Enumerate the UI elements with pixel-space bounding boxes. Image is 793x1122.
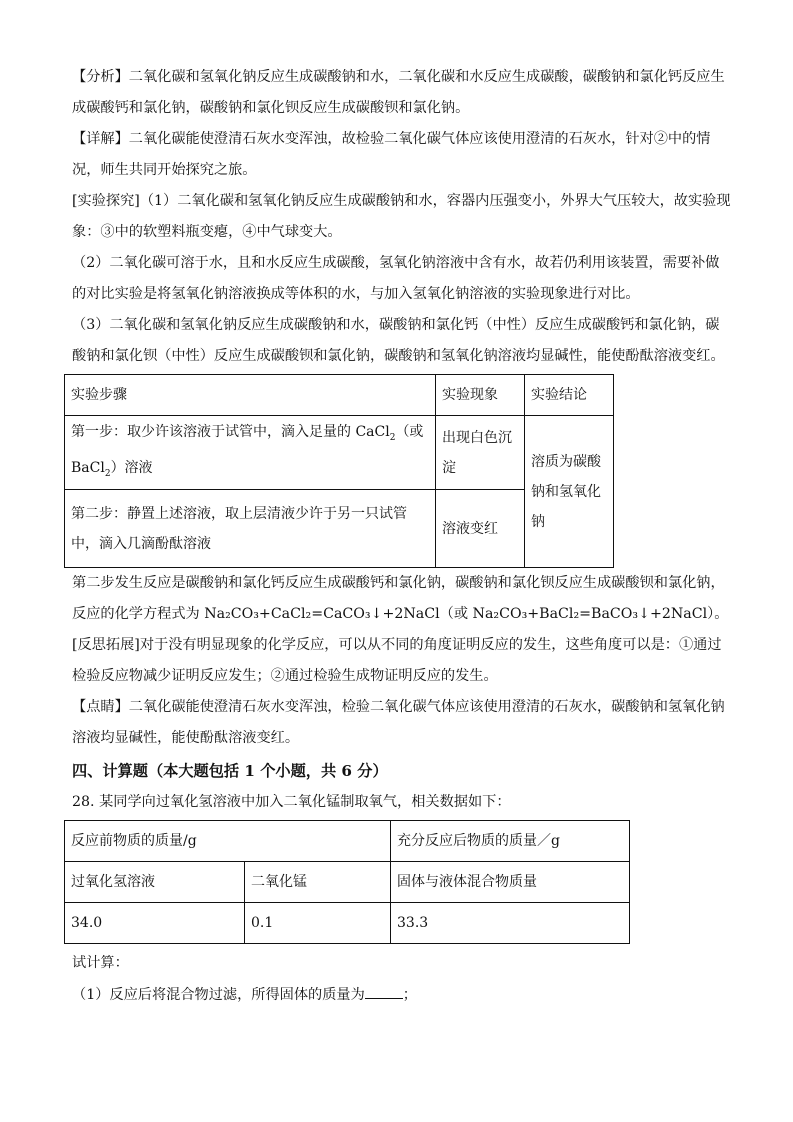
detail-paragraph xyxy=(72,124,732,186)
detail-label: 【详解】 xyxy=(72,131,129,147)
answer-blank[interactable] xyxy=(365,984,403,999)
section-heading: 四、计算题（本大题包括 1 个小题，共 6 分） xyxy=(72,762,388,780)
table-conclusion: 溶质为碳酸钠和氢氧化钠 xyxy=(525,416,614,568)
table-row-1-step: 第一步：取少许该溶液于试管中，滴入足量的 CaCl$_2$（或 BaCl$_2$）溶液 xyxy=(65,416,436,490)
table-row-2-phenomenon: 溶液变红 xyxy=(436,490,525,568)
reaction-equation: 反应的化学方程式为 Na₂CO₃+CaCl₂=CaCO₃↓+2NaCl（或 Na₂CO₃+BaCl₂=BaCO₃↓+2NaCl）。 xyxy=(72,606,729,622)
data-table-col-3: 固体与液体混合物质量 xyxy=(391,862,630,903)
reaction-paragraph xyxy=(72,568,732,630)
reaction-text-1: 第二步发生反应是碳酸钠和氯化钙反应生成碳酸钙和氯化钠，碳酸钠和氯化钡反应生成碳酸钡和氯化钠， xyxy=(72,575,725,591)
data-table xyxy=(64,820,630,944)
comment-label: 【点睛】 xyxy=(72,699,129,715)
data-table-value-1: 34.0 xyxy=(65,903,245,944)
question-28: 28. 某同学向过氧化氢溶液中加入二氧化锰制取氧气，相关数据如下： xyxy=(72,794,511,810)
reflect-label: [反思拓展] xyxy=(72,637,140,653)
table-row-2-step: 第二步：静置上述溶液，取上层清液少许于另一只试管中，滴入几滴酚酞溶液 xyxy=(65,490,436,568)
table-header-conclusion: 实验结论 xyxy=(525,375,614,416)
explore-paragraph-3: （3）二氧化碳和氢氧化钠反应生成碳酸钠和水，碳酸钠和氯化钙（中性）反应生成碳酸钙和氯化钠，碳酸钠和氯化钡（中性）反应生成碳酸钡和氯化钠，碳酸钠和氢氧化钠溶液均显碱性，能使酚酞溶液变红。 xyxy=(72,317,725,364)
data-table-col-1: 过氧化氢溶液 xyxy=(65,862,245,903)
table-header-phenomenon: 实验现象 xyxy=(436,375,525,416)
data-table-before-header: 反应前物质的质量/g xyxy=(65,821,391,862)
reflect-text: 对于没有明显现象的化学反应，可以从不同的角度证明反应的发生，这些角度可以是：①通过检验反应物减少证明反应发生；②通过检验生成物证明反应的发生。 xyxy=(72,637,722,684)
comment-paragraph xyxy=(72,692,732,754)
analysis-paragraph xyxy=(72,62,732,124)
analysis-text: 二氧化碳和氢氧化钠反应生成碳酸钠和水，二氧化碳和水反应生成碳酸，碳酸钠和氯化钙反应生成碳酸钙和氯化钠，碳酸钠和氯化钡反应生成碳酸钡和氯化钠。 xyxy=(72,69,725,116)
explore-label: [实验探究] xyxy=(72,193,140,209)
table-header-step: 实验步骤 xyxy=(65,375,436,416)
sub-question-1: （1）反应后将混合物过滤，所得固体的质量为 ； xyxy=(72,980,417,1010)
data-table-value-2: 0.1 xyxy=(245,903,391,944)
reflect-paragraph xyxy=(72,630,732,692)
calc-label: 试计算： xyxy=(72,955,129,971)
experiment-table xyxy=(64,374,614,568)
comment-text: 二氧化碳能使澄清石灰水变浑浊，检验二氧化碳气体应该使用澄清的石灰水，碳酸钠和氢氧化钠溶液均显碱性，能使酚酞溶液变红。 xyxy=(72,699,725,746)
explore-paragraph-1 xyxy=(72,186,732,248)
analysis-label: 【分析】 xyxy=(72,69,129,85)
explore-paragraph-2: （2）二氧化碳可溶于水，且和水反应生成碳酸，氢氧化钠溶液中含有水，故若仍利用该装置，需要补做的对比实验是将氢氧化钠溶液换成等体积的水，与加入氢氧化钠溶液的实验现象进行对比。 xyxy=(72,255,720,302)
data-table-value-3: 33.3 xyxy=(391,903,630,944)
explore-text-1: （1）二氧化碳和氢氧化钠反应生成碳酸钠和水，容器内压强变小，外界大气压较大，故实验现象：③中的软塑料瓶变瘪，④中气球变大。 xyxy=(72,193,731,240)
table-row-1-phenomenon: 出现白色沉淀 xyxy=(436,416,525,490)
detail-text: 二氧化碳能使澄清石灰水变浑浊，故检验二氧化碳气体应该使用澄清的石灰水，针对②中的情况，师生共同开始探究之旅。 xyxy=(72,131,711,178)
data-table-col-2: 二氧化锰 xyxy=(245,862,391,903)
data-table-after-header: 充分反应后物质的质量／g xyxy=(391,821,630,862)
